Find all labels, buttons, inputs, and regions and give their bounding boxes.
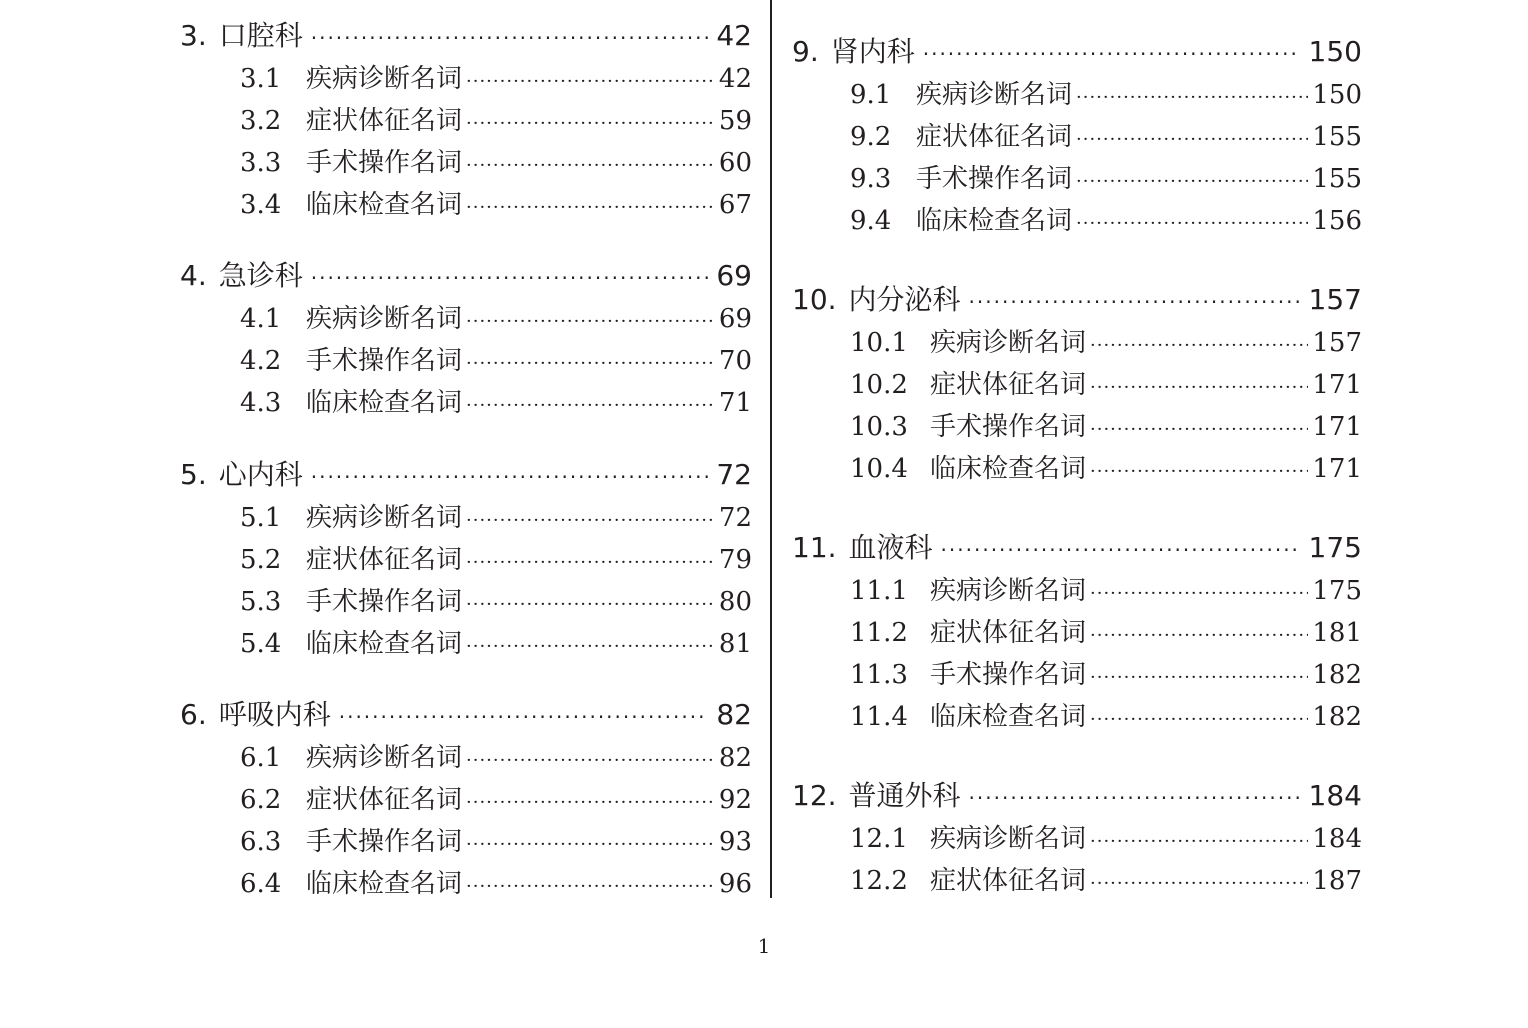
dot-leader bbox=[1090, 873, 1308, 894]
subentry-number: 12.1 bbox=[850, 824, 908, 854]
subentry-number: 4.3 bbox=[240, 388, 282, 418]
subentry-number: 10.1 bbox=[850, 328, 908, 358]
dot-leader bbox=[1090, 667, 1308, 688]
subentry-page: 157 bbox=[1312, 328, 1362, 358]
chapter-title: 普通外科 bbox=[848, 779, 961, 812]
chapter-title: 呼吸内科 bbox=[218, 698, 331, 731]
dot-leader bbox=[1090, 335, 1308, 356]
subentry-number: 9.1 bbox=[850, 80, 892, 110]
dot-leader bbox=[466, 750, 715, 771]
subentry-title: 疾病诊断名词 bbox=[306, 503, 463, 533]
subentry-page: 181 bbox=[1312, 618, 1362, 648]
chapter-page: 42 bbox=[716, 19, 752, 52]
chapter-number: 11. bbox=[792, 531, 837, 564]
toc-subentry[interactable] bbox=[240, 340, 752, 377]
subentry-title: 疾病诊断名词 bbox=[916, 80, 1073, 110]
subentry-number: 5.2 bbox=[240, 545, 282, 575]
subentry-number: 3.4 bbox=[240, 190, 282, 220]
subentry-page: 96 bbox=[718, 869, 752, 899]
toc-subentry[interactable] bbox=[240, 184, 752, 221]
toc-subentry[interactable] bbox=[240, 737, 752, 774]
subentry-page: 60 bbox=[718, 148, 752, 178]
toc-subentry[interactable] bbox=[240, 58, 752, 95]
toc-chapter-entry[interactable] bbox=[180, 453, 752, 493]
subentry-page: 69 bbox=[718, 304, 752, 334]
page-number: 1 bbox=[757, 934, 771, 958]
toc-subentry[interactable] bbox=[850, 158, 1362, 195]
toc-subentry[interactable] bbox=[240, 821, 752, 858]
chapter-number: 4. bbox=[180, 259, 207, 292]
subentry-number: 6.4 bbox=[240, 869, 282, 899]
subentry-title: 疾病诊断名词 bbox=[930, 824, 1087, 854]
subentry-title: 手术操作名词 bbox=[306, 587, 463, 617]
subentry-page: 67 bbox=[718, 190, 752, 220]
toc-chapter-entry[interactable] bbox=[792, 278, 1362, 318]
subentry-number: 3.3 bbox=[240, 148, 282, 178]
dot-leader bbox=[466, 552, 715, 573]
subentry-title: 症状体征名词 bbox=[930, 370, 1087, 400]
toc-subentry[interactable] bbox=[240, 863, 752, 900]
chapter-number: 5. bbox=[180, 458, 207, 491]
dot-leader bbox=[1090, 831, 1308, 852]
subentry-title: 疾病诊断名词 bbox=[306, 304, 463, 334]
subentry-number: 6.1 bbox=[240, 743, 282, 773]
dot-leader bbox=[1090, 419, 1308, 440]
toc-subentry[interactable] bbox=[850, 364, 1362, 401]
subentry-title: 临床检查名词 bbox=[306, 388, 463, 418]
dot-leader bbox=[466, 834, 715, 855]
toc-subentry[interactable] bbox=[850, 860, 1362, 897]
dot-leader bbox=[339, 705, 709, 729]
chapter-number: 12. bbox=[792, 779, 837, 812]
subentry-number: 3.2 bbox=[240, 106, 282, 136]
subentry-title: 临床检查名词 bbox=[930, 454, 1087, 484]
chapter-title: 血液科 bbox=[848, 531, 933, 564]
subentry-title: 手术操作名词 bbox=[306, 827, 463, 857]
toc-subentry[interactable] bbox=[850, 74, 1362, 111]
chapter-page: 72 bbox=[716, 458, 752, 491]
chapter-number: 9. bbox=[792, 35, 819, 68]
subentry-page: 93 bbox=[718, 827, 752, 857]
subentry-title: 临床检查名词 bbox=[916, 206, 1073, 236]
subentry-page: 82 bbox=[718, 743, 752, 773]
subentry-title: 手术操作名词 bbox=[916, 164, 1073, 194]
subentry-number: 3.1 bbox=[240, 64, 282, 94]
subentry-page: 155 bbox=[1312, 122, 1362, 152]
toc-subentry[interactable] bbox=[240, 779, 752, 816]
dot-leader bbox=[466, 71, 715, 92]
toc-subentry[interactable] bbox=[240, 298, 752, 335]
subentry-title: 手术操作名词 bbox=[930, 660, 1087, 690]
subentry-number: 11.3 bbox=[850, 660, 908, 690]
toc-chapter-entry[interactable] bbox=[180, 14, 752, 54]
subentry-page: 187 bbox=[1312, 866, 1362, 896]
dot-leader bbox=[1090, 583, 1308, 604]
subentry-title: 疾病诊断名词 bbox=[930, 328, 1087, 358]
dot-leader bbox=[1076, 171, 1308, 192]
subentry-page: 71 bbox=[718, 388, 752, 418]
subentry-title: 疾病诊断名词 bbox=[306, 743, 463, 773]
toc-subentry[interactable] bbox=[850, 116, 1362, 153]
subentry-number: 9.4 bbox=[850, 206, 892, 236]
subentry-number: 9.3 bbox=[850, 164, 892, 194]
subentry-title: 手术操作名词 bbox=[930, 412, 1087, 442]
subentry-number: 10.4 bbox=[850, 454, 908, 484]
subentry-page: 150 bbox=[1312, 80, 1362, 110]
subentry-page: 79 bbox=[718, 545, 752, 575]
subentry-page: 59 bbox=[718, 106, 752, 136]
chapter-title: 心内科 bbox=[218, 458, 303, 491]
chapter-title: 急诊科 bbox=[218, 259, 303, 292]
subentry-title: 症状体征名词 bbox=[306, 545, 463, 575]
subentry-title: 手术操作名词 bbox=[306, 148, 463, 178]
dot-leader bbox=[1076, 129, 1308, 150]
toc-subentry[interactable] bbox=[850, 322, 1362, 359]
subentry-page: 72 bbox=[718, 503, 752, 533]
subentry-number: 6.3 bbox=[240, 827, 282, 857]
subentry-page: 182 bbox=[1312, 660, 1362, 690]
dot-leader bbox=[1090, 709, 1308, 730]
dot-leader bbox=[466, 636, 715, 657]
toc-chapter-entry[interactable] bbox=[792, 526, 1362, 566]
subentry-title: 疾病诊断名词 bbox=[930, 576, 1087, 606]
chapter-page: 175 bbox=[1308, 531, 1362, 564]
subentry-title: 症状体征名词 bbox=[916, 122, 1073, 152]
subentry-number: 10.3 bbox=[850, 412, 908, 442]
dot-leader bbox=[466, 311, 715, 332]
subentry-title: 临床检查名词 bbox=[306, 190, 463, 220]
toc-subentry[interactable] bbox=[850, 570, 1362, 607]
chapter-number: 3. bbox=[180, 19, 207, 52]
toc-chapter-entry[interactable] bbox=[792, 774, 1362, 814]
column-divider bbox=[770, 0, 772, 898]
subentry-number: 11.1 bbox=[850, 576, 908, 606]
chapter-page: 82 bbox=[716, 698, 752, 731]
subentry-number: 12.2 bbox=[850, 866, 908, 896]
subentry-number: 11.2 bbox=[850, 618, 908, 648]
subentry-page: 70 bbox=[718, 346, 752, 376]
chapter-page: 150 bbox=[1308, 35, 1362, 68]
subentry-title: 临床检查名词 bbox=[306, 869, 463, 899]
subentry-number: 5.3 bbox=[240, 587, 282, 617]
chapter-page: 184 bbox=[1308, 779, 1362, 812]
subentry-number: 4.2 bbox=[240, 346, 282, 376]
subentry-number: 10.2 bbox=[850, 370, 908, 400]
chapter-page: 69 bbox=[716, 259, 752, 292]
dot-leader bbox=[466, 353, 715, 374]
subentry-page: 42 bbox=[718, 64, 752, 94]
subentry-page: 182 bbox=[1312, 702, 1362, 732]
dot-leader bbox=[941, 538, 1301, 562]
subentry-title: 临床检查名词 bbox=[306, 629, 463, 659]
toc-chapter-entry[interactable] bbox=[792, 30, 1362, 70]
toc-subentry[interactable] bbox=[240, 581, 752, 618]
subentry-page: 80 bbox=[718, 587, 752, 617]
toc-subentry[interactable] bbox=[850, 200, 1362, 237]
dot-leader bbox=[1076, 213, 1308, 234]
dot-leader bbox=[969, 290, 1301, 314]
toc-chapter-entry[interactable] bbox=[180, 693, 752, 733]
dot-leader bbox=[466, 594, 715, 615]
dot-leader bbox=[466, 155, 715, 176]
toc-subentry[interactable] bbox=[850, 654, 1362, 691]
dot-leader bbox=[1076, 87, 1308, 108]
subentry-title: 疾病诊断名词 bbox=[306, 64, 463, 94]
dot-leader bbox=[466, 197, 715, 218]
dot-leader bbox=[466, 876, 715, 897]
subentry-page: 92 bbox=[718, 785, 752, 815]
subentry-page: 184 bbox=[1312, 824, 1362, 854]
toc-subentry[interactable] bbox=[850, 448, 1362, 485]
chapter-title: 口腔科 bbox=[218, 19, 303, 52]
subentry-page: 81 bbox=[718, 629, 752, 659]
subentry-number: 11.4 bbox=[850, 702, 908, 732]
subentry-title: 症状体征名词 bbox=[306, 106, 463, 136]
subentry-page: 171 bbox=[1312, 412, 1362, 442]
subentry-page: 155 bbox=[1312, 164, 1362, 194]
dot-leader bbox=[311, 465, 709, 489]
subentry-title: 症状体征名词 bbox=[930, 618, 1087, 648]
toc-subentry[interactable] bbox=[240, 382, 752, 419]
chapter-page: 157 bbox=[1308, 283, 1362, 316]
chapter-number: 10. bbox=[792, 283, 837, 316]
toc-subentry[interactable] bbox=[240, 100, 752, 137]
subentry-title: 临床检查名词 bbox=[930, 702, 1087, 732]
dot-leader bbox=[466, 510, 715, 531]
dot-leader bbox=[923, 42, 1301, 66]
toc-subentry[interactable] bbox=[850, 818, 1362, 855]
toc-subentry[interactable] bbox=[240, 142, 752, 179]
toc-subentry[interactable] bbox=[850, 406, 1362, 443]
toc-subentry[interactable] bbox=[850, 696, 1362, 733]
dot-leader bbox=[466, 113, 715, 134]
subentry-title: 症状体征名词 bbox=[306, 785, 463, 815]
subentry-number: 4.1 bbox=[240, 304, 282, 334]
subentry-number: 5.1 bbox=[240, 503, 282, 533]
toc-chapter-entry[interactable] bbox=[180, 254, 752, 294]
dot-leader bbox=[311, 26, 709, 50]
toc-subentry[interactable] bbox=[850, 612, 1362, 649]
subentry-title: 手术操作名词 bbox=[306, 346, 463, 376]
subentry-page: 175 bbox=[1312, 576, 1362, 606]
subentry-page: 171 bbox=[1312, 370, 1362, 400]
dot-leader bbox=[969, 786, 1301, 810]
subentry-page: 156 bbox=[1312, 206, 1362, 236]
dot-leader bbox=[1090, 625, 1308, 646]
dot-leader bbox=[466, 395, 715, 416]
toc-subentry[interactable] bbox=[240, 539, 752, 576]
chapter-title: 内分泌科 bbox=[848, 283, 961, 316]
subentry-page: 171 bbox=[1312, 454, 1362, 484]
dot-leader bbox=[1090, 461, 1308, 482]
dot-leader bbox=[466, 792, 715, 813]
subentry-number: 9.2 bbox=[850, 122, 892, 152]
subentry-number: 5.4 bbox=[240, 629, 282, 659]
dot-leader bbox=[1090, 377, 1308, 398]
toc-subentry[interactable] bbox=[240, 623, 752, 660]
dot-leader bbox=[311, 266, 709, 290]
toc-subentry[interactable] bbox=[240, 497, 752, 534]
chapter-number: 6. bbox=[180, 698, 207, 731]
subentry-number: 6.2 bbox=[240, 785, 282, 815]
subentry-title: 症状体征名词 bbox=[930, 866, 1087, 896]
chapter-title: 肾内科 bbox=[830, 35, 915, 68]
